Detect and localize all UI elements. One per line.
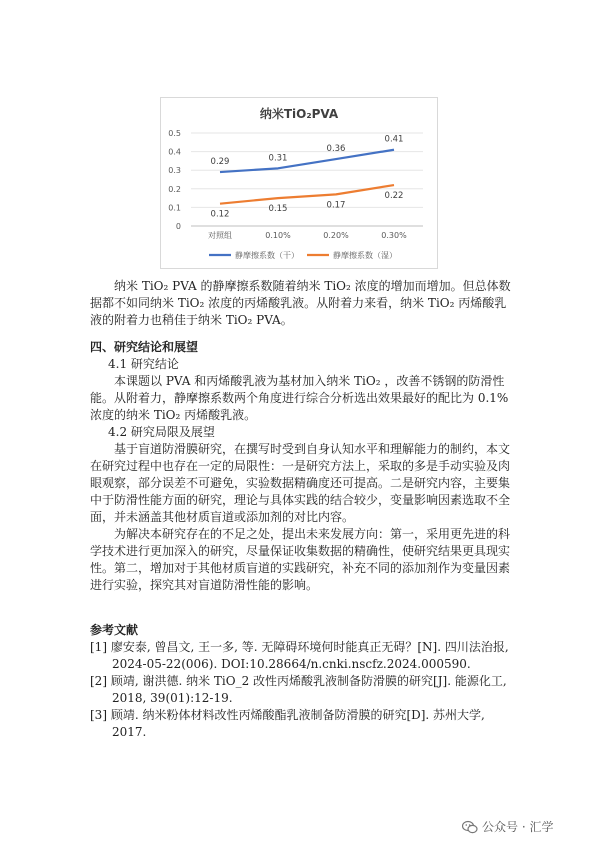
series-line — [220, 150, 394, 172]
reference-item: [1] 廖安泰, 曾昌文, 王一多, 等. 无障碍环境何时能真正无碍？[N]. 四川法治报, 2024-05-22(006). DOI:10.28664/n.cnki.nscfz.2024.000590. — [90, 640, 509, 671]
y-tick-label: 0.3 — [168, 166, 181, 176]
reference-item: [3] 顾靖. 纳米粉体材料改性丙烯酸酯乳液制备防滑膜的研究[D]. 苏州大学, 2017. — [90, 708, 485, 739]
references-section — [90, 622, 516, 741]
data-label: 0.36 — [326, 144, 346, 155]
data-label: 0.41 — [384, 134, 404, 145]
chart-comment: 纳米 TiO₂ PVA 的静摩擦系数随着纳米 TiO₂ 浓度的增加而增加。但总体数据都不如同纳米 TiO₂ 浓度的丙烯酸乳液。从附着力来看，纳米 TiO₂ 丙烯酸乳液的附着力也稍佳于纳米 TiO₂ PVA。 — [90, 279, 511, 327]
data-label: 0.12 — [210, 209, 230, 220]
wechat-icon — [462, 820, 478, 834]
x-tick-label: 0.20% — [323, 231, 349, 240]
y-tick-label: 0 — [175, 222, 181, 231]
conclusion-section — [90, 339, 516, 594]
outlook-paragraph: 为解决本研究存在的不足之处，提出未来发展方向：第一，采用更先进的科学技术进行更加深入的研究，尽量保证收集数据的精确性，使研究结果更具现实性。第二，增加对于其他材质盲道的实践研究，补充不同的添加剂作为变量因素进行实验，探究其对盲道防滑性能的影响。 — [90, 527, 511, 592]
x-tick-label: 0.10% — [265, 231, 291, 240]
line-chart — [160, 97, 438, 269]
data-label: 0.29 — [210, 157, 230, 168]
references-heading: 参考文献 — [90, 623, 139, 637]
limits-paragraph: 基于盲道防滑膜研究，在撰写时受到自身认知水平和理解能力的制约，本文在研究过程中也存在一定的局限性：一是研究方法上，采取的多是手动实验及肉眼观察，部分误差不可避免，实验数据精确度还可提高。二是研究内容，主要集中于防滑性能方面的研究，理论与具体实践的结合较少，变量影响因素选取不全面，并未涵盖其他材质盲道或添加剂的对比内容。 — [90, 442, 511, 524]
y-tick-label: 0.1 — [168, 203, 181, 213]
legend-label: 静摩擦系数（湿） — [333, 251, 397, 260]
data-label: 0.17 — [326, 200, 346, 211]
data-label: 0.15 — [268, 204, 288, 215]
chart-comment-block — [90, 278, 516, 329]
watermark-text: 公众号 · 汇学 — [482, 820, 554, 834]
data-label: 0.22 — [384, 191, 404, 202]
y-tick-label: 0.2 — [168, 184, 181, 194]
y-tick-label: 0.4 — [168, 147, 181, 157]
reference-item: [2] 顾靖, 谢洪德. 纳米 TiO_2 改性丙烯酸乳液制备防滑膜的研究[J]. 能源化工, 2018, 39(01):12-19. — [90, 674, 507, 705]
chart-title: 纳米TiO₂PVA — [259, 107, 339, 121]
legend-label: 静摩擦系数（干） — [235, 251, 299, 260]
x-tick-label: 对照组 — [208, 231, 232, 240]
y-tick-label: 0.5 — [168, 129, 181, 138]
conclusion-paragraph: 本课题以 PVA 和丙烯酸乳液为基材加入纳米 TiO₂ ，改善不锈钢的防滑性能。从附着力，静摩擦系数两个角度进行综合分析选出效果最好的配比为 0.1%浓度的纳米 TiO₂ 丙烯酸乳液。 — [90, 374, 509, 422]
chart-svg — [161, 98, 437, 268]
series-line — [220, 185, 394, 204]
watermark — [462, 818, 553, 835]
section-heading: 四、研究结论和展望 — [90, 340, 199, 354]
x-tick-label: 0.30% — [381, 231, 407, 240]
subheading-limits: 4.2 研究局限及展望 — [108, 425, 215, 439]
data-label: 0.31 — [268, 153, 288, 164]
subheading-conclusion: 4.1 研究结论 — [108, 357, 179, 371]
